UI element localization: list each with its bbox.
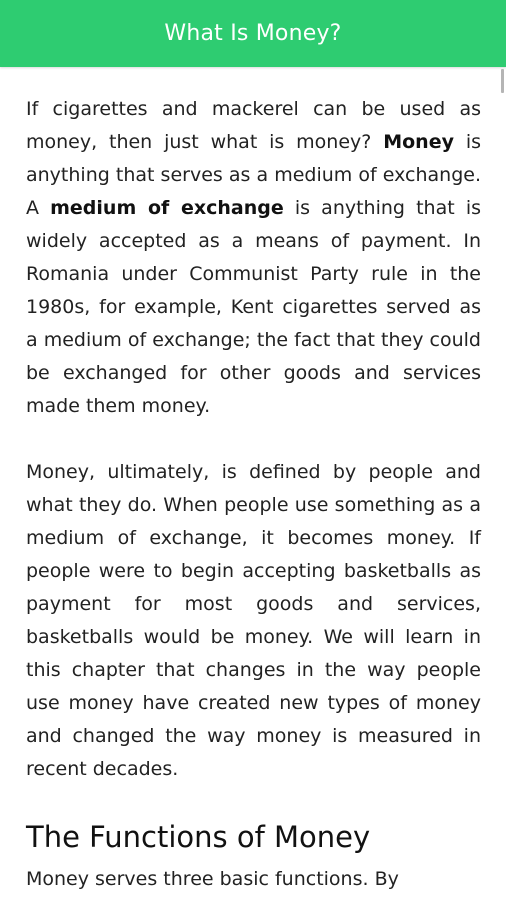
paragraph-definition (26, 93, 481, 423)
section-heading-functions: The Functions of Money (26, 820, 371, 854)
scrollbar-thumb[interactable] (501, 69, 504, 93)
paragraph-text: is anything that is widely accepted as a means of payment. In Romania under Communist Party rule in the 1980s, for example, Kent cigarettes served as a medium of exchange; the fact that they could be exchanged for other goods and services made them money. (26, 197, 481, 417)
article-body (26, 93, 481, 896)
paragraph-text: If cigarettes and mackerel can be used as money, then just what is money? (26, 98, 481, 153)
paragraph-text: is anything that serves as a medium of exchange. A (26, 131, 481, 219)
paragraph-functions-intro: Money serves three basic functions. By (26, 868, 399, 890)
article-scroll-view[interactable] (0, 67, 506, 900)
paragraph-defined-by-people: Money, ultimately, is defined by people and what they do. When people use something as a medium of exchange, it becomes money. If people were to begin accepting basketballs as payment for most goods and services, basketballs would be money. We will learn in this chapter that changes in the way people use money have created new types of money and changed the way money is measured in recent decades. (26, 461, 481, 780)
page-title: What Is Money? (164, 21, 342, 46)
app-bar (0, 0, 506, 67)
bold-term-money: Money (383, 131, 454, 153)
bold-term-medium-of-exchange: medium of exchange (50, 197, 284, 219)
